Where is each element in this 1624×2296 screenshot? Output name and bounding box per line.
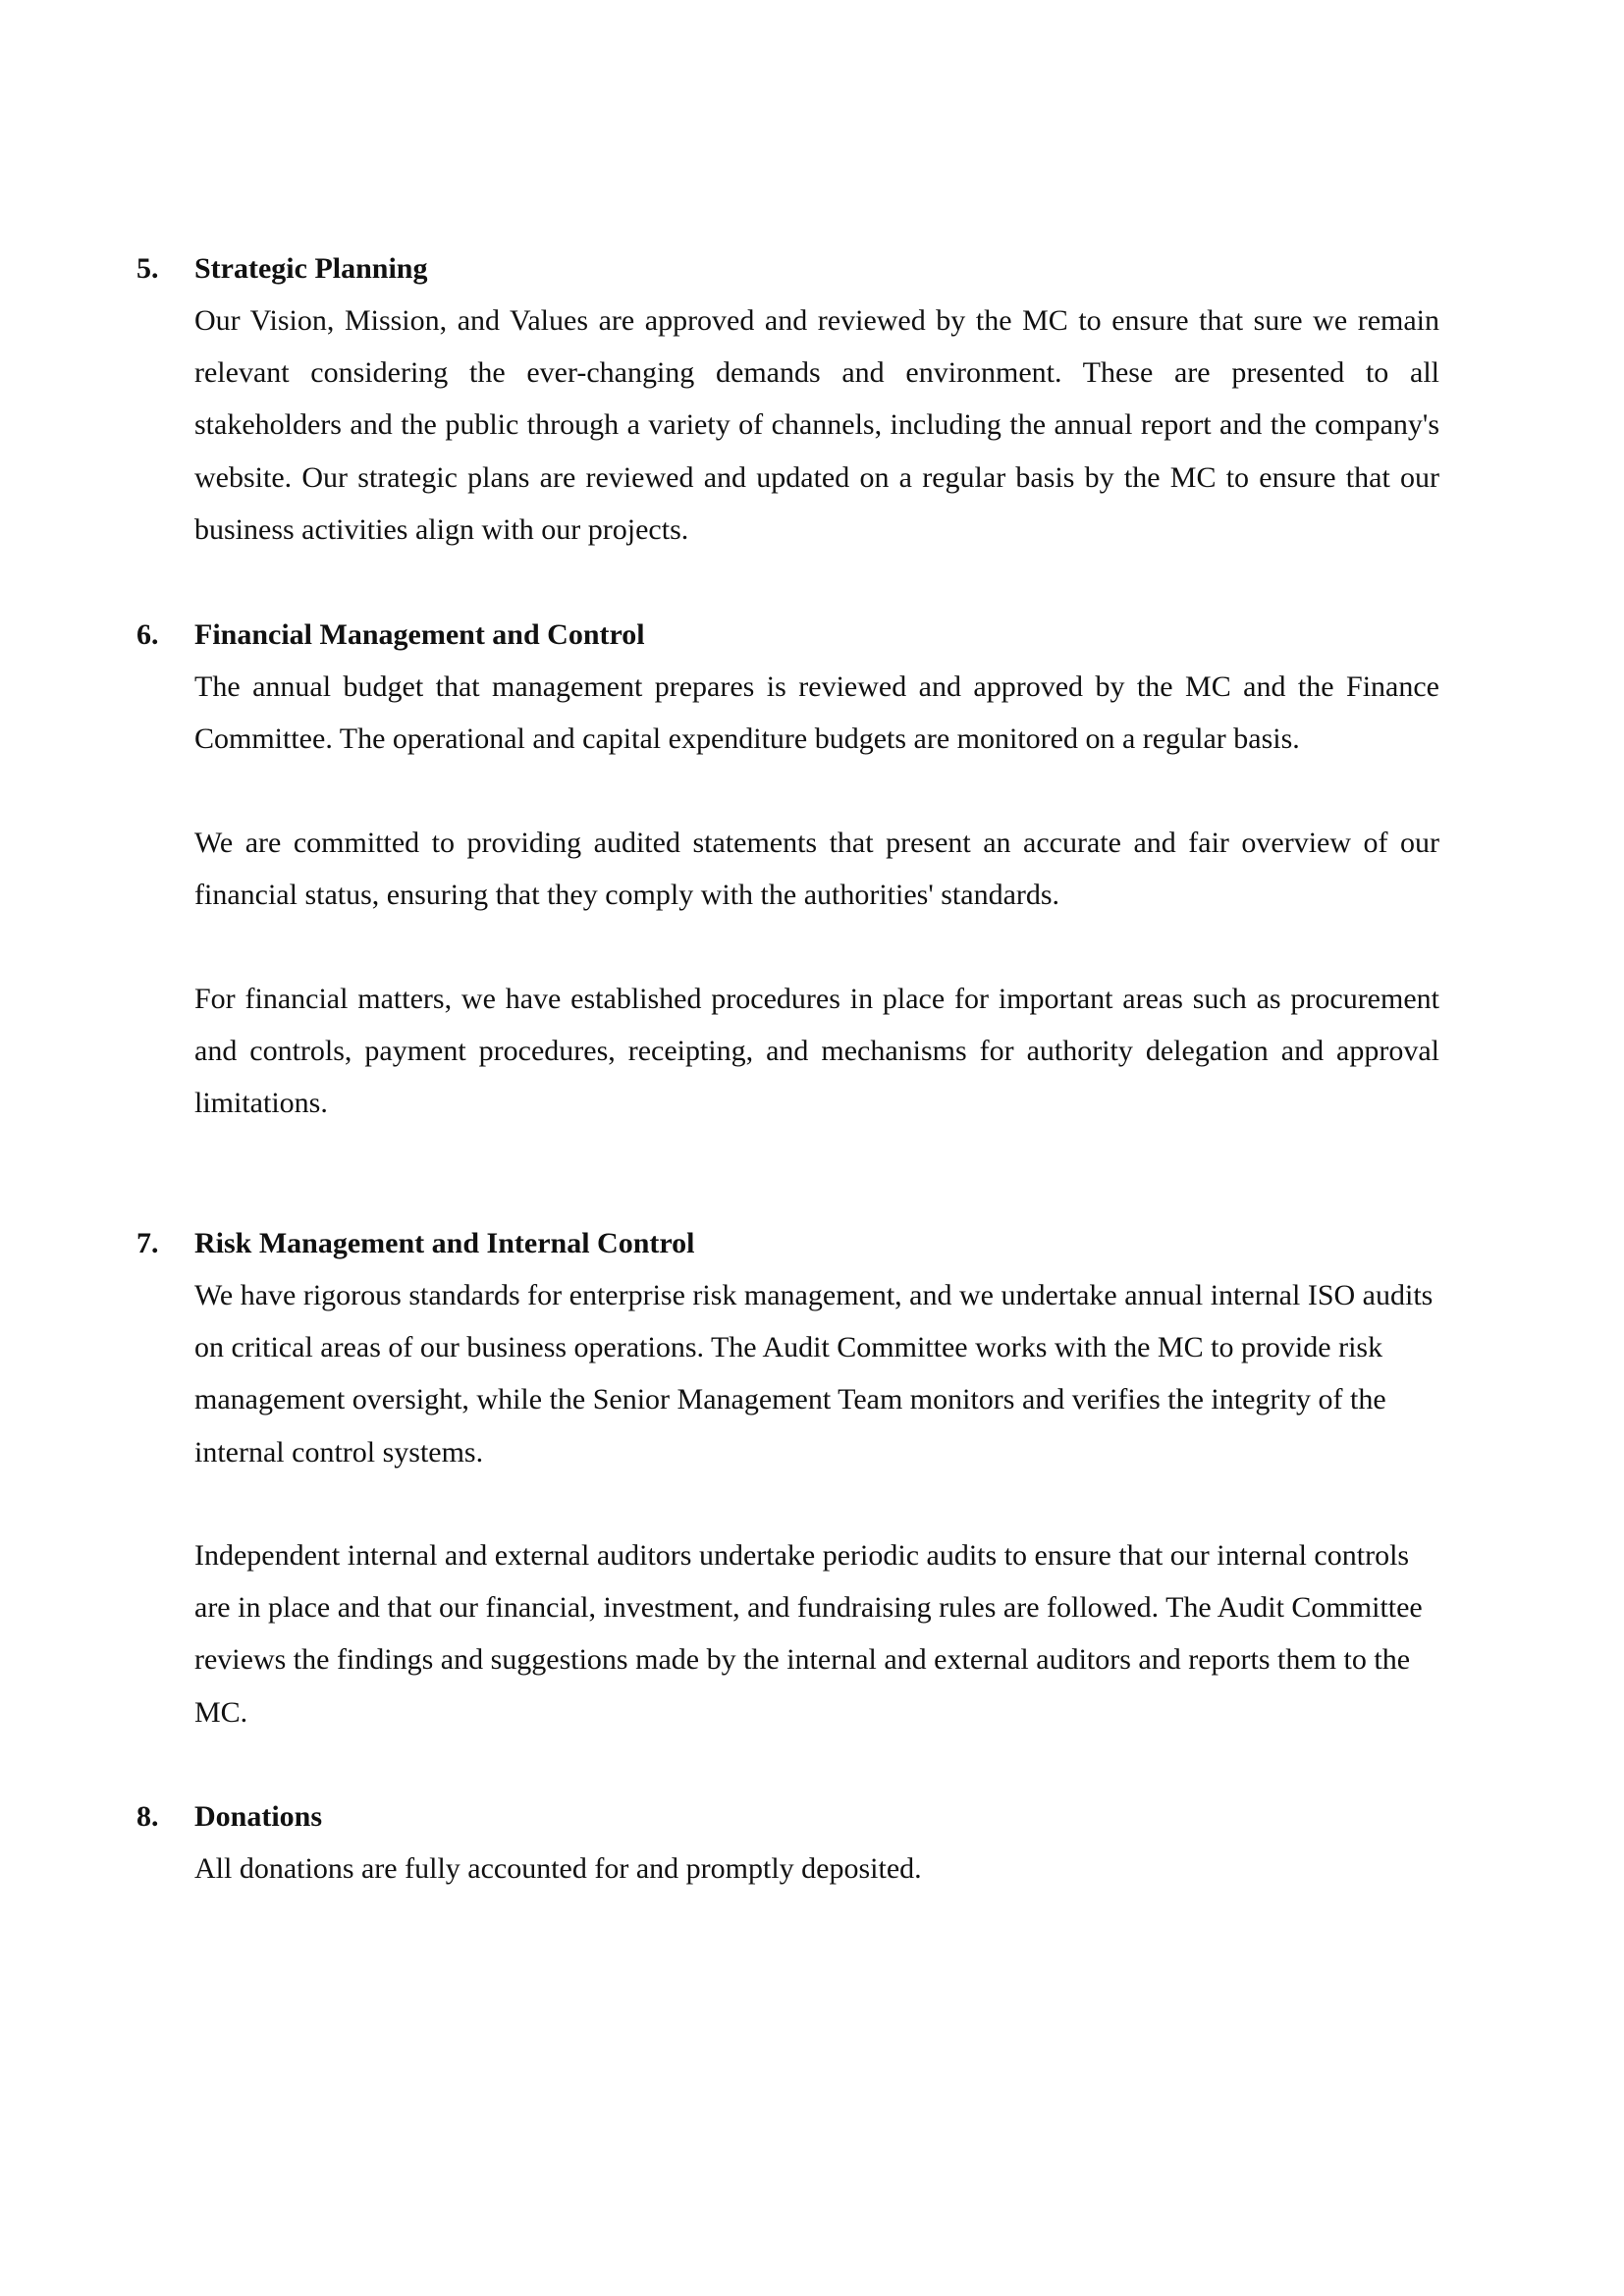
section-number: 6. bbox=[136, 618, 159, 651]
section-number: 7. bbox=[136, 1227, 159, 1259]
section-paragraph: We are committed to providing audited statements that present an accurate and fair overview of our financial status, ensuring that they comply with the authorities' standards. bbox=[194, 827, 1439, 912]
section-paragraph: All donations are fully accounted for and promptly deposited. bbox=[194, 1852, 922, 1885]
section-paragraph: For financial matters, we have established procedures in place for important areas such as procurement and controls, payment procedures, receipting, and mechanisms for authority delegation and approval limitations. bbox=[194, 983, 1439, 1120]
section-paragraph: We have rigorous standards for enterprise risk management, and we undertake annual internal ISO audits on critical areas of our business operations. The Audit Committee works with the MC to provide risk management oversight, while the Senior Management Team monitors and verifies the integrity of the internal control systems. bbox=[194, 1279, 1434, 1468]
section-number: 5. bbox=[136, 252, 159, 285]
section-heading: Donations bbox=[194, 1800, 323, 1833]
section-heading: Strategic Planning bbox=[194, 252, 428, 285]
section-heading: Risk Management and Internal Control bbox=[194, 1227, 695, 1259]
section-heading: Financial Management and Control bbox=[194, 618, 645, 651]
section-paragraph: Independent internal and external auditors undertake periodic audits to ensure that our internal controls are in place and that our financial, investment, and fundraising rules are followed. The Audit Committee reviews the findings and suggestions made by the internal and external auditors and reports them to the MC. bbox=[194, 1539, 1423, 1729]
section-paragraph: The annual budget that management prepares is reviewed and approved by the MC and the Finance Committee. The operational and capital expenditure budgets are monitored on a regular basis. bbox=[194, 670, 1439, 756]
section-number: 8. bbox=[136, 1800, 159, 1833]
section-paragraph: Our Vision, Mission, and Values are approved and reviewed by the MC to ensure that sure we remain relevant considering the ever-changing demands and environment. These are presented to all stakeholders and the public through a variety of channels, including the annual report and the company's website. Our strategic plans are reviewed and updated on a regular basis by the MC to ensure that our business activities align with our projects. bbox=[194, 304, 1439, 546]
